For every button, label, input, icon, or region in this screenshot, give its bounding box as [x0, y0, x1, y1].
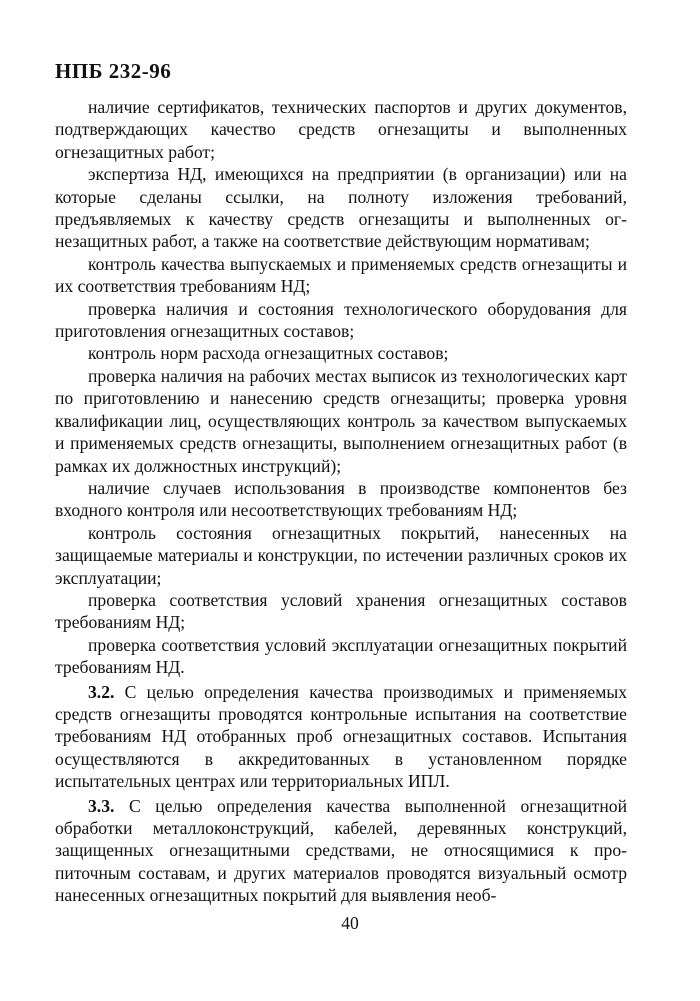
list-item: проверка соответствия условий эксплуатации огнезащитных покрытий требованиям НД.	[55, 634, 627, 678]
list-item: контроль качества выпускаемых и применяемых средств огнезащиты и их соответствия требованиям НД;	[55, 253, 627, 297]
list-item: проверка наличия и состояния технологического оборудования для приготовления огнезащитных составов;	[55, 298, 627, 342]
page-number: 40	[341, 913, 359, 933]
section-text: С целью определения качества выполненной огнезащитной обработки металлоконструкций, кабелей, деревянных конструкций, защищенных огнезащитными средствами, не относящимися к пропиточным составам, и других материалов проводятся визуальный осмотр нанесенных огнезащитных покрытий для выявления необ-	[55, 795, 627, 906]
list-item: проверка соответствия условий хранения огнезащитных составов требованиям НД;	[55, 589, 627, 633]
list-item: наличие случаев использования в производстве компонентов без входного контроля или несоответствующих требованиям НД;	[55, 477, 627, 521]
document-code-header: НПБ 232-96	[55, 59, 172, 83]
section-number: 3.3.	[88, 795, 115, 816]
list-item: проверка наличия на рабочих местах выписок из технологических карт по приготовлению и нанесению средств огнезащиты; проверка уровня квалификации лиц, осуществляющих контроль за качеством выпускаемых и применяемых средств огнезащиты, выполнением огнезащитных работ (в рамках их должностных инструкций);	[55, 365, 627, 476]
section-3-3	[55, 795, 627, 907]
list-item: наличие сертификатов, технических паспортов и других документов, подтверждающих качество средств огнезащиты и выполненных огнезащитных работ;	[55, 97, 627, 162]
section-3-2	[55, 681, 627, 793]
list-item: контроль норм расхода огнезащитных составов;	[88, 343, 449, 364]
document-body	[55, 96, 627, 907]
list-item: экспертиза НД, имеющихся на предприятии (в организации) или на которые сделаны ссылки, на полноту изложения требований, предъявляемых к качеству средств огнезащиты и выполненных огнезащитных работ, а также на соответствие действующим нормативам;	[55, 164, 627, 252]
section-number: 3.2.	[88, 681, 115, 702]
section-text: С целью определения качества производимых и применяемых средств огнезащиты проводятся контрольные испытания на соответствие требованиям НД отобранных проб огнезащитных составов. Испытания осуществляются в аккредитованных в установленном порядке испытательных центрах или территориальных ИПЛ.	[55, 681, 627, 792]
list-item: контроль состояния огнезащитных покрытий, нанесенных на защищаемые материалы и конструкции, по истечении различных сроков их эксплуатации;	[55, 522, 627, 588]
